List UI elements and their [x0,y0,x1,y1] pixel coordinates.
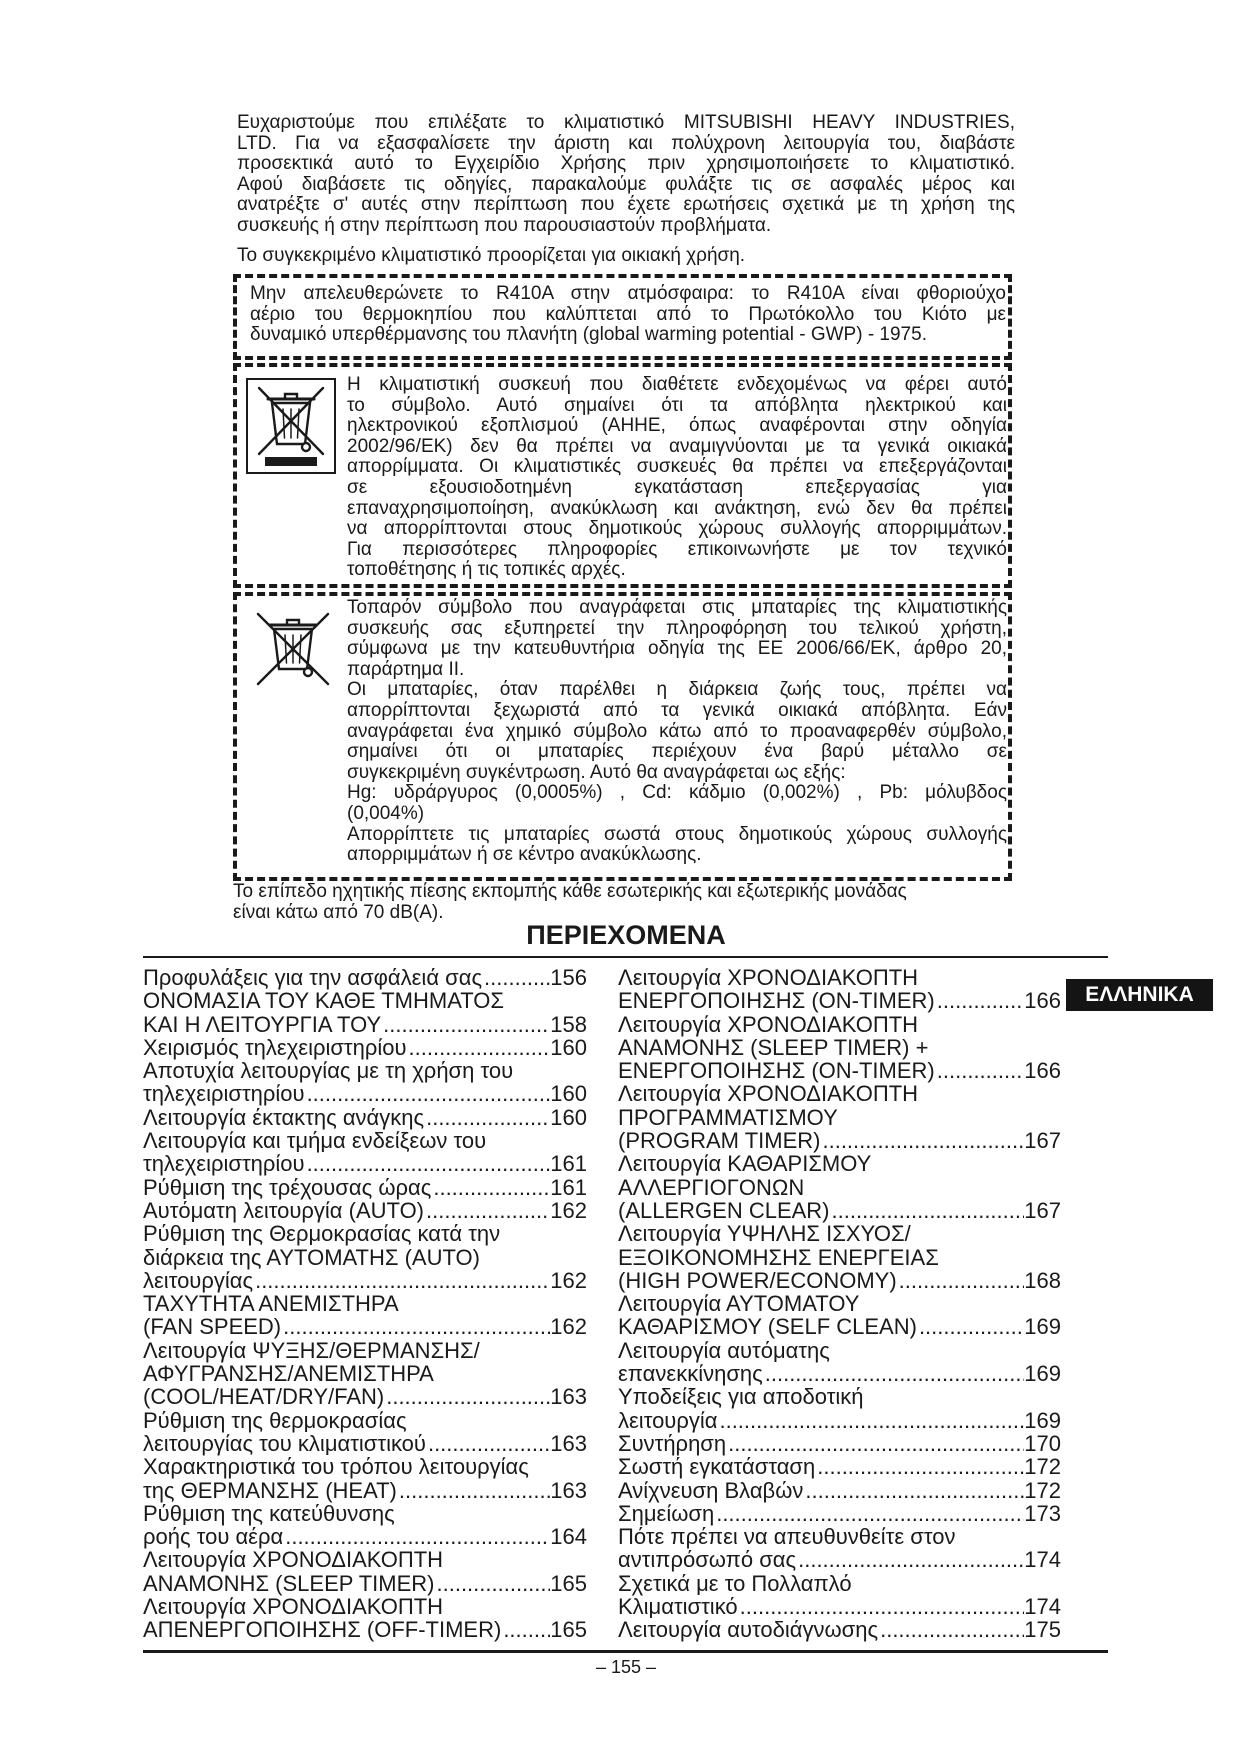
toc-page-number: 170 [1024,1430,1061,1456]
toc-entry [618,1385,1061,1432]
toc-page-number: 162 [550,1267,587,1293]
toc-entry-text: λειτουργίας του κλιματιστικού [143,1430,426,1456]
text-line: Αφού διαβάσετε τις οδηγίες, παρακαλούμε φυλάξτε τις σε ασφαλές μέρος και [237,173,1015,195]
toc-entry [618,1292,1061,1339]
leader-dots [763,1362,1025,1385]
toc-entry-last-line [618,1502,1061,1525]
toc-entry-text: Λειτουργία ΥΨΗΛΗΣ ΙΣΧΥΟΣ/ [618,1221,911,1247]
toc-entry-text: Λειτουργία αυτόματης [618,1337,830,1363]
text-line: ανατρέξτε σ' αυτές στην περίπτωση που έχετε ερωτήσεις σχετικά με τη χρήση της [237,194,1015,216]
toc-entry-text: Λειτουργία και τμήμα ενδείξεων του [143,1128,487,1154]
toc-entry [143,1199,587,1222]
toc-entry-text: επανεκκίνησης [618,1361,763,1387]
toc-page-number: 173 [1024,1500,1061,1526]
toc-page-number: 174 [1024,1594,1061,1620]
toc-page-number: 166 [1024,1058,1061,1084]
leader-dots [482,966,550,989]
toc-page-number: 165 [550,1617,587,1643]
toc-entry-text: Αποτυχία λειτουργίας με τη χρήση του [143,1058,514,1084]
leader-dots [501,1618,550,1641]
text-line: συγκεκριμένη συγκέντρωση. Αυτό θα αναγράφεται ως εξής: [347,761,846,783]
toc-page-number: 165 [550,1570,587,1596]
leader-dots [281,1315,550,1338]
toc-entry-text: Ρύθμιση της τρέχουσας ώρας [143,1174,432,1200]
toc-page-number: 172 [1024,1454,1061,1480]
toc-entry [143,1595,587,1642]
contents-left-column [143,966,587,1642]
toc-entry [618,966,1061,1013]
toc-entry-last-line [143,1199,587,1222]
text-line: αέριο του θερμοκηπίου που καλύπτεται από το Πρωτόκολλο του Κιότο με [250,303,1006,325]
toc-entry-last-line [618,1479,1061,1502]
toc-entry-last-line [143,1176,587,1199]
toc-entry-last-line [143,1013,587,1036]
toc-entry-text: ΕΞΟΙΚΟΝΟΜΗΣΗΣ ΕΝΕΡΓΕΙΑΣ [618,1244,939,1270]
text-line: LTD. Για να εξασφαλίσετε την άριστη και πολύχρονη λειτουργία του, διαβάστε [237,132,1015,154]
toc-entry [143,1106,587,1129]
toc-page-number: 169 [1024,1314,1061,1340]
leader-dots [917,1315,1024,1338]
text-line: τοποθέτησης ή τις τοπικές αρχές. [347,559,626,581]
toc-entry [143,1409,587,1456]
toc-entry [143,1548,587,1595]
toc-entry-last-line [143,1385,587,1408]
text-line: απορρίμματα. Οι κλιματιστικές συσκευές θα πρέπει να επεξεργάζονται [347,456,1007,478]
toc-entry-text: ΑΠΕΝΕΡΓΟΠΟΙΗΣΗΣ (OFF-TIMER) [143,1617,502,1643]
toc-entry-last-line [618,1432,1061,1455]
text-line: Για περισσότερες πληροφορίες επικοινωνήστε με τον τεχνικό [347,538,1007,560]
intro-paragraph [237,113,1015,237]
toc-entry-text: ΑΛΛΕΡΓΙΟΓΟΝΩΝ [618,1174,805,1200]
toc-entry-last-line [618,1362,1061,1385]
toc-entry-text: τηλεχειριστηρίου [143,1151,305,1177]
battery-disposal-box [233,592,1012,881]
toc-entry-text: Λειτουργία ΨΥΞΗΣ/ΘΕΡΜΑΝΣΗΣ/ [143,1337,480,1363]
toc-entry-text: Αυτόματη λειτουργία (AUTO) [143,1197,425,1223]
leader-dots [305,1152,551,1175]
text-line: Απορρίπτετε τις μπαταρίες σωστά στους δημοτικούς χώρους συλλογής [347,823,1007,845]
toc-entry-text: ΕΝΕΡΓΟΠΟΙΗΣΗΣ (ON-TIMER) [618,1058,935,1084]
toc-entry-last-line [618,1315,1061,1338]
text-line: Οι μπαταρίες, όταν παρέλθει η διάρκεια ζωής τους, πρέπει να [347,679,1007,701]
toc-entry [618,1339,1061,1386]
toc-page-number: 163 [550,1384,587,1410]
toc-entry [618,1479,1061,1502]
toc-entry-last-line [618,1059,1061,1082]
text-line: ηλεκτρονικού εξοπλισμού (ΑΗΗΕ, όπως αναφέρονται στην οδηγία [347,415,1007,437]
toc-entry-text: (COOL/HEAT/DRY/FAN) [143,1384,385,1410]
toc-page-number: 163 [550,1477,587,1503]
toc-entry [618,1502,1061,1525]
toc-entry-text: Ρύθμιση της θερμοκρασίας [143,1407,407,1433]
toc-entry-text: Λειτουργία ΑΥΤΟΜΑΤΟΥ [618,1291,860,1317]
toc-page-number: 169 [1024,1361,1061,1387]
text-line: 2002/96/ΕΚ) δεν θα πρέπει να αναμιγνύονται με τα γενικά οικιακά [347,435,1007,457]
contents-title: ΠΕΡΙΕΧΟΜΕΝΑ [526,920,726,950]
toc-page-number: 174 [1024,1547,1061,1573]
weee-disposal-box [233,363,1012,588]
leader-dots [431,1176,550,1199]
toc-entry [618,1618,1061,1641]
text-line: να απορρίπτονται στους δημοτικούς χώρους συλλογής απορριμμάτων. [347,518,1007,540]
contents-right-column [618,966,1061,1642]
battery-disposal-text [347,598,1007,866]
text-line: σε εξουσιοδοτημένη εγκατάσταση επεξεργασίας για [347,476,1007,498]
toc-entry [618,1572,1061,1619]
contents-top-rule [143,956,1108,958]
toc-entry [618,1013,1061,1083]
toc-entry-text: ΑΝΑΜΟΝΗΣ (SLEEP TIMER) + [618,1034,929,1060]
contents-bottom-rule [143,1650,1108,1653]
toc-entry-last-line [618,1618,1061,1641]
toc-entry-last-line [143,1618,587,1641]
text-line: Η κλιματιστική συσκευή που διαθέτετε ενδεχομένως να φέρει αυτό [347,374,1007,395]
toc-entry-text: Υποδείξεις για αποδοτική [618,1384,864,1410]
leader-dots [796,1548,1024,1571]
toc-entry-text: Σημείωση [618,1500,715,1526]
leader-dots [435,1572,551,1595]
toc-page-number: 160 [550,1104,587,1130]
toc-entry-text: Ρύθμιση της κατεύθυνσης [143,1500,395,1526]
leader-dots [738,1595,1025,1618]
toc-entry-text: ΚΑΘΑΡΙΣΜΟΥ (SELF CLEAN) [618,1314,917,1340]
language-tab: ΕΛΛΗΝΙΚΑ [1066,979,1213,1011]
toc-entry-text: Συντήρηση [618,1430,727,1456]
toc-entry-text: (ALLERGEN CLEAR) [618,1197,830,1223]
toc-entry [143,1176,587,1199]
leader-dots [384,1385,550,1408]
toc-entry-text: Λειτουργία ΚΑΘΑΡΙΣΜΟΥ [618,1151,872,1177]
text-line: σημαίνει ότι οι μπαταρίες περιέχουν ένα βαρύ μέταλλο σε [347,741,1007,763]
toc-entry-last-line [143,1525,587,1548]
leader-dots [897,1269,1025,1292]
leader-dots [935,1059,1025,1082]
leader-dots [714,1502,1024,1525]
toc-entry-text: ΑΦΥΓΡΑΝΣΗΣ/ΑΝΕΜΙΣΤΗΡΑ [143,1361,434,1387]
toc-entry-text: Ανίχνευση Βλαβών [618,1477,804,1503]
toc-entry-text: ΑΝΑΜΟΝΗΣ (SLEEP TIMER) [143,1570,435,1596]
toc-entry-last-line [143,1106,587,1129]
toc-page-number: 158 [550,1011,587,1037]
leader-dots [253,1269,550,1292]
toc-page-number: 166 [1024,988,1061,1014]
toc-entry-text: της ΘΕΡΜΑΝΣΗΣ (HEAT) [143,1477,397,1503]
toc-entry-last-line [143,1036,587,1059]
toc-entry-text: Λειτουργία ΧΡΟΝΟΔΙΑΚΟΠΤΗ [143,1547,444,1573]
toc-entry-text: τηλεχειριστηρίου [143,1081,305,1107]
leader-dots [424,1106,550,1129]
text-line: Hg: υδράργυρος (0,0005%) , Cd: κάδμιο (0,002%) , Pb: μόλυβδος [347,782,1007,804]
toc-entry-text: λειτουργίας [143,1267,254,1293]
text-line: Τοπαρόν σύμβολο που αναγράφεται στις μπαταρίες της κλιματιστικής [347,597,1007,618]
toc-entry-last-line [143,1082,587,1105]
text-line: συσκευής σας εξυπηρετεί την πληροφόρηση του τελικού χρήστη, [347,617,1007,639]
toc-entry-text: ΕΝΕΡΓΟΠΟΙΗΣΗΣ (ON-TIMER) [618,988,935,1014]
text-line: απορρίπτονται ξεχωριστά από τα γενικά οικιακά απόβλητα. Εάν [347,699,1007,721]
toc-page-number: 167 [1024,1128,1061,1154]
toc-entry-text: ΠΡΟΓΡΑΜΜΑΤΙΣΜΟΥ [618,1104,838,1130]
toc-entry-text: Σχετικά με το Πολλαπλό [618,1570,852,1596]
leader-dots [726,1432,1024,1455]
toc-entry [143,1036,587,1059]
toc-entry-last-line [143,1572,587,1595]
toc-entry-last-line [143,1152,587,1175]
toc-page-number: 175 [1024,1617,1061,1643]
toc-entry-last-line [618,1548,1061,1571]
toc-entry-last-line [143,966,587,989]
toc-page-number: 160 [550,1081,587,1107]
refrigerant-warning-box [233,274,1012,360]
toc-entry [143,966,587,989]
toc-entry-last-line [618,1409,1061,1432]
toc-entry-text: Ρύθμιση της Θερμοκρασίας κατά την [143,1221,501,1247]
toc-page-number: 161 [550,1151,587,1177]
text-line: δυναμικό υπερθέρμανσης του πλανήτη (global warming potential - GWP) - 1975. [250,324,927,346]
leader-dots [305,1082,551,1105]
toc-entry [143,1059,587,1106]
toc-entry-last-line [143,1432,587,1455]
toc-entry-text: Πότε πρέπει να απευθυνθείτε στον [618,1524,956,1550]
toc-entry-text: ΤΑΧΥΤΗΤΑ ΑΝΕΜΙΣΤΗΡΑ [143,1291,399,1317]
text-line: σύμφωνα με την κατευθυντήρια οδηγία της ΕΕ 2006/66/ΕΚ, άρθρο 20, [347,638,1007,660]
toc-entry-last-line [618,1199,1061,1222]
leader-dots [407,1036,551,1059]
toc-entry-last-line [618,1595,1061,1618]
toc-page-number: 169 [1024,1407,1061,1433]
toc-entry [618,1222,1061,1292]
toc-entry [143,1502,587,1549]
toc-entry [143,1222,587,1292]
leader-dots [830,1199,1025,1222]
text-line: συσκευής ή στην περίπτωση που παρουσιαστούν προβλήματα. [237,214,772,236]
text-line: επαναχρησιμοποίηση, ανακύκλωση και ανάκτηση, ενώ δεν θα πρέπει [347,497,1007,519]
leader-dots [424,1199,550,1222]
toc-page-number: 164 [550,1524,587,1550]
leader-dots [878,1618,1024,1641]
weee-disposal-text [347,375,1007,581]
toc-entry-last-line [618,1129,1061,1152]
toc-entry [143,1292,587,1339]
toc-entry-text: Κλιματιστικό [618,1594,738,1620]
text-line: Το επίπεδο ηχητικής πίεσης εκπομπής κάθε εσωτερικής και εξωτερικής μονάδας [233,881,907,902]
text-line: απορριμμάτων ή σε κέντρο ανακύκλωσης. [347,844,702,866]
leader-dots [820,1129,1024,1152]
text-line: προσεκτικά αυτό το Εγχειρίδιο Χρήσης πριν χρησιμοποιήσετε το κλιματιστικό. [237,153,1015,175]
leader-dots [803,1479,1024,1502]
toc-entry-last-line [618,1269,1061,1292]
toc-entry-text: Λειτουργία ΧΡΟΝΟΔΙΑΚΟΠΤΗ [618,965,919,990]
leader-dots [935,989,1025,1012]
toc-entry-text: Σωστή εγκατάσταση [618,1454,816,1480]
sound-pressure-note [233,882,1033,923]
leader-dots [717,1409,1024,1432]
intended-use-note: Το συγκεκριμένο κλιματιστικό προορίζεται για οικιακή χρήση. [237,245,746,266]
toc-entry-text: (PROGRAM TIMER) [618,1128,821,1154]
toc-entry-text: Προφυλάξεις για την ασφάλειά σας [143,965,483,990]
text-line: Μην απελευθερώνετε το R410A στην ατμόσφαιρα: το R410A είναι φθοριούχο [250,283,1006,304]
toc-entry-text: αντιπρόσωπό σας [618,1547,797,1573]
toc-entry [143,989,587,1036]
toc-entry-text: διάρκεια της ΑΥΤΟΜΑΤΗΣ (AUTO) [143,1244,480,1270]
toc-entry-text: Λειτουργία αυτοδιάγνωσης [618,1617,879,1643]
toc-entry-last-line [618,989,1061,1012]
toc-entry [618,1082,1061,1152]
page-number: – 155 – [595,1657,657,1677]
toc-entry-last-line [143,1479,587,1502]
leader-dots [426,1432,550,1455]
text-line: παράρτημα II. [347,658,465,680]
text-line: Ευχαριστούμε που επιλέξατε το κλιματιστικό MITSUBISHI HEAVY INDUSTRIES, [237,112,1015,133]
leader-dots [283,1525,550,1548]
leader-dots [815,1455,1024,1478]
toc-page-number: 172 [1024,1477,1061,1503]
toc-entry-text: (FAN SPEED) [143,1314,282,1340]
toc-page-number: 168 [1024,1267,1061,1293]
toc-page-number: 162 [550,1197,587,1223]
toc-entry-text: Λειτουργία έκτακτης ανάγκης [143,1104,425,1130]
leader-dots [397,1479,550,1502]
toc-entry-text: Λειτουργία ΧΡΟΝΟΔΙΑΚΟΠΤΗ [618,1081,919,1107]
toc-page-number: 161 [550,1174,587,1200]
toc-entry-text: Χειρισμός τηλεχειριστηρίου [143,1034,407,1060]
toc-entry-last-line [143,1269,587,1292]
toc-entry [143,1455,587,1502]
toc-entry-text: Χαρακτηριστικά του τρόπου λειτουργίας [143,1454,529,1480]
toc-entry-last-line [143,1315,587,1338]
toc-page-number: 162 [550,1314,587,1340]
toc-entry-text: ΟΝΟΜΑΣΙΑ ΤΟΥ ΚΑΘΕ ΤΜΗΜΑΤΟΣ [143,988,504,1014]
leader-dots [381,1013,550,1036]
toc-entry [618,1432,1061,1455]
toc-entry-text: ΚΑΙ Η ΛΕΙΤΟΥΡΓΙΑ ΤΟΥ [143,1011,382,1037]
toc-entry-last-line [618,1455,1061,1478]
toc-entry [143,1339,587,1409]
toc-entry-text: (HIGH POWER/ECONOMY) [618,1267,897,1293]
toc-entry-text: ροής του αέρα [143,1524,284,1550]
toc-entry-text: Λειτουργία ΧΡΟΝΟΔΙΑΚΟΠΤΗ [143,1594,444,1620]
toc-page-number: 156 [550,965,587,990]
toc-page-number: 160 [550,1034,587,1060]
text-line: αναγράφεται ένα χημικό σύμβολο κάτω από το προαναφερθέν σύμβολο, [347,720,1007,742]
weee-crossed-bin-icon [246,378,336,474]
text-line: είναι κάτω από 70 dB(A). [233,901,444,923]
refrigerant-warning-text [250,284,1006,346]
text-line: (0,004%) [347,802,425,824]
toc-entry [618,1152,1061,1222]
toc-entry-text: λειτουργία [618,1407,718,1433]
toc-entry [143,1129,587,1176]
battery-crossed-bin-icon [250,609,336,689]
toc-entry [618,1455,1061,1478]
text-line: το σύμβολο. Αυτό σημαίνει ότι τα απόβλητα ηλεκτρικού και [347,394,1007,416]
toc-entry [618,1525,1061,1572]
toc-entry-text: Λειτουργία ΧΡΟΝΟΔΙΑΚΟΠΤΗ [618,1011,919,1037]
toc-page-number: 163 [550,1430,587,1456]
toc-page-number: 167 [1024,1197,1061,1223]
